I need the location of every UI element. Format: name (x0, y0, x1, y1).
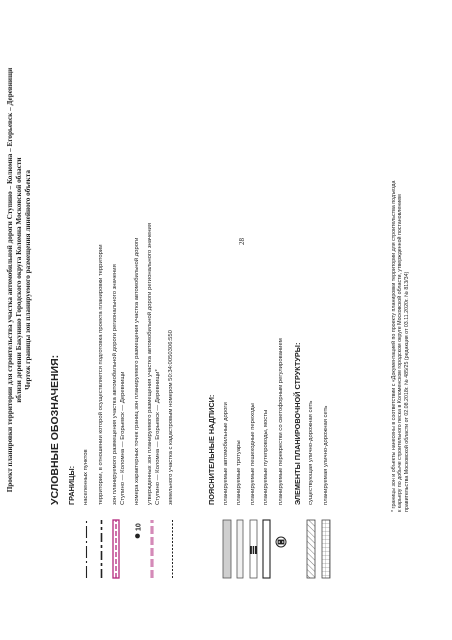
footnote (391, 32, 410, 512)
borders-item-settlements: населенных пунктов (83, 449, 89, 505)
settlement-boundary-symbol (83, 518, 90, 580)
borders-item-planning-territory: территории, в отношении которой осуществляется подготовка проекта планировки территории (98, 244, 104, 505)
existing-network-symbol (306, 518, 316, 580)
structure-item-existing: существующая улично-дорожная сеть (308, 400, 314, 505)
explanatory-item-sidewalks: планируемые тротуары (236, 440, 242, 505)
explanatory-item-overpasses: планируемые путепроводы, мосты (263, 409, 269, 505)
planning-territory-symbol (98, 518, 105, 580)
document-title (6, 0, 33, 580)
borders-heading: ГРАНИЦЫ: (67, 465, 76, 505)
borders-item-approved-road-name: Ступино — Коломна — Егорьевск — Деревнищи* (155, 369, 161, 505)
planned-sidewalk-symbol (236, 518, 244, 580)
structure-heading: ЭЛЕМЕНТЫ ПЛАНИРОВОЧНОЙ СТРУКТУРЫ: (293, 342, 302, 505)
zone-boundary-symbol (112, 518, 120, 580)
point-marker-label: 10 (135, 523, 142, 531)
explanatory-item-signalized-intersections: планируемые перекрестки со светофорным регулированием (278, 338, 284, 505)
explanatory-heading: ПОЯСНИТЕЛЬНЫЕ НАДПИСИ: (207, 394, 216, 505)
planned-road-symbol (222, 518, 232, 580)
borders-item-approved-zone: утвержденных зон планируемого размещения участка автомобильной дороги регионального значения (147, 222, 153, 505)
title-line-3: Чертеж границы зон планируемого размещения линейного объекта (24, 170, 32, 390)
borders-item-land-plot: земельного участка с кадастровым номером 50:34:0050306:550 (168, 330, 174, 505)
borders-item-point-numbers: номера характерных точек границ зон планируемого размещения участка автомобильной дороги (134, 237, 140, 505)
explanatory-item-roads: планируемые автомобильные дороги (223, 402, 229, 505)
characteristic-point-symbol (133, 518, 142, 580)
footnote-line-3: правительства Московской области от 02.08.2018г. № 485/25 (редакция от 03.11.2020г. № 813/34) (403, 271, 410, 512)
overpass-bridge-symbol (262, 518, 271, 580)
title-line-1: Проект планировки территории для строительства участка автомобильной дороги Ступино – Колюмна – Егорьевск – Деревнищи (6, 67, 14, 493)
page-number: 28 (238, 238, 246, 245)
footnote-line-1: * границы зон и объекты нанесены в соответствии с «Документацией по проекту планировки территории для строительства подъезда (391, 180, 397, 512)
pedestrian-crossing-symbol (249, 518, 258, 580)
planned-network-symbol (321, 518, 331, 580)
title-line-2: вблизи деревни Бакунино Городского округа Коломна Московской области (15, 157, 23, 403)
explanatory-item-crossings: планируемые пешеходные переходы (250, 403, 256, 505)
footnote-line-2: к карьеру по добыче строительного песка в Коломенском городском округе Московской области, утвержденной постановлением (397, 194, 404, 512)
structure-item-planned: планируемая улично-дорожная сеть (323, 405, 329, 505)
approved-zone-symbol (148, 518, 156, 580)
borders-item-zone: зон планируемого размещения участка автомобильной дороги регионального значения (112, 264, 118, 505)
legend-title: УСЛОВНЫЕ ОБОЗНАЧЕНИЯ: (49, 354, 61, 505)
borders-item-zone-road-name: Ступино — Коломна — Егорьевск — Деревнищи (120, 371, 126, 505)
land-plot-symbol (169, 518, 176, 580)
traffic-light-symbol (275, 518, 287, 580)
